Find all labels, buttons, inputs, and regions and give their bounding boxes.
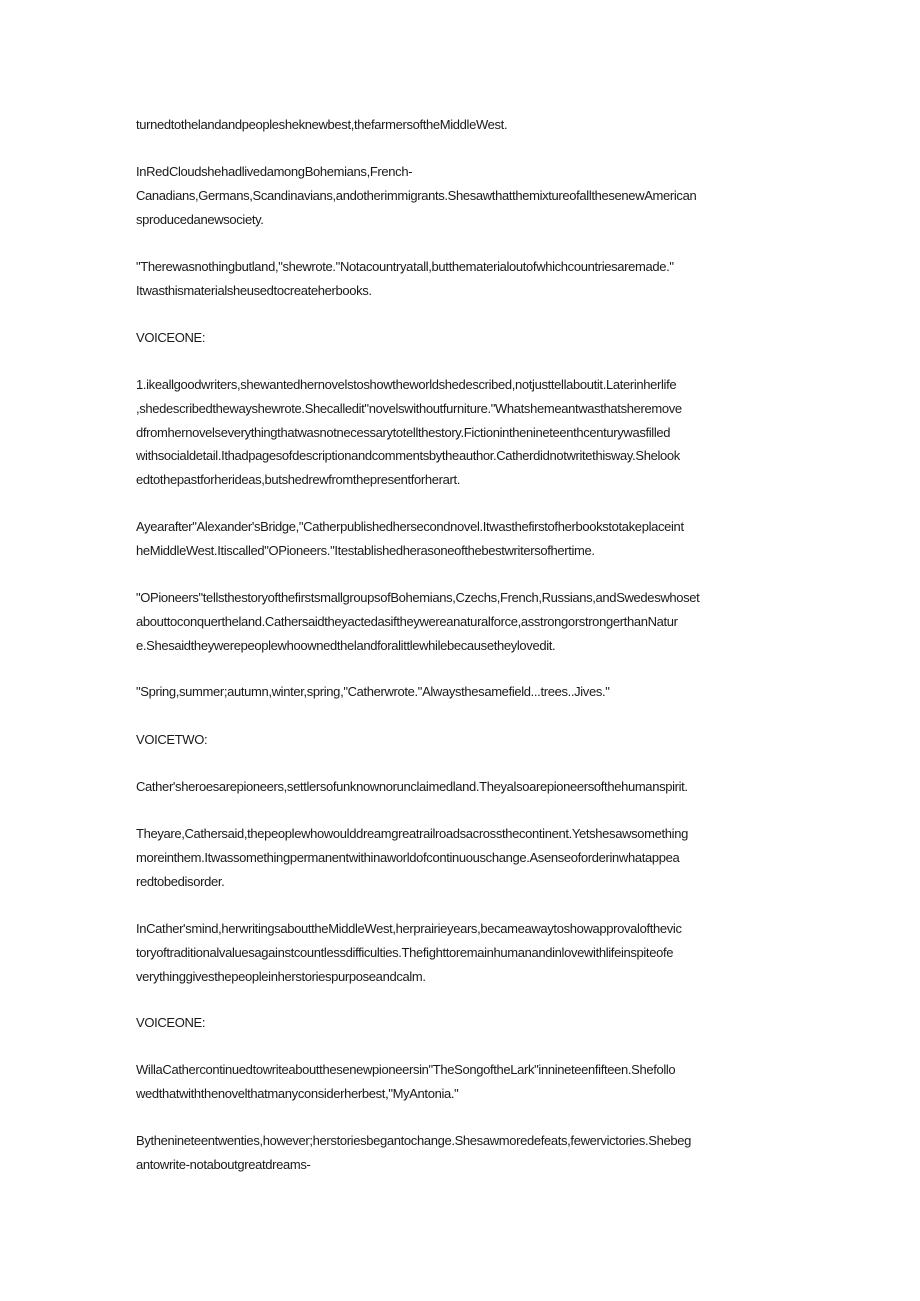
paragraph-6 bbox=[136, 586, 786, 657]
text-line: Cather'sheroesarepioneers,settlersofunknownorunclaimedland.Theyalsoarepioneersofthehumanspirit. bbox=[136, 779, 688, 794]
text-line: Ayearafter"Alexander'sBridge,"Catherpublishedhersecondnovel.Itwasthefirstofherbookstotakeplaceint bbox=[136, 519, 684, 534]
text-line: edtothepastforherideas,butshedrewfromthepresentforherart. bbox=[136, 472, 461, 488]
text-line: WillaCathercontinuedtowriteaboutthesenewpioneersin"TheSongoftheLark"innineteenfifteen.Shefollo bbox=[136, 1062, 676, 1077]
text-line: VOICEONE: bbox=[136, 1015, 206, 1030]
text-line: moreinthem.Itwassomethingpermanentwithinaworldofcontinuouschange.Asenseoforderinwhatappea bbox=[136, 849, 680, 865]
speaker-label-voice-two bbox=[136, 728, 786, 752]
paragraph-10 bbox=[136, 917, 786, 988]
speaker-label-voice-one bbox=[136, 326, 786, 350]
text-line: heMiddleWest.Itiscalled"OPioneers."Itestablishedherasoneofthebestwritersofhertime. bbox=[136, 542, 595, 558]
text-line: sproducedanewsociety. bbox=[136, 211, 264, 227]
text-line: "OPioneers"tellsthestoryofthefirstsmallgroupsofBohemians,Czechs,French,Russians,andSwedeswhoset bbox=[136, 590, 700, 605]
paragraph-2 bbox=[136, 160, 786, 231]
paragraph-5 bbox=[136, 515, 786, 563]
paragraph-4 bbox=[136, 373, 786, 492]
paragraph-1 bbox=[136, 113, 786, 137]
text-line: verythinggivesthepeopleinherstoriespurposeandcalm. bbox=[136, 968, 426, 984]
text-line: Itwasthismaterialsheusedtocreateherbooks. bbox=[136, 282, 372, 298]
text-line: ,shedescribedthewayshewrote.Shecalledit"novelswithoutfurniture."Whatshemeantwasthatsheremove bbox=[136, 400, 682, 416]
text-line: withsocialdetail.Ithadpagesofdescriptionandcommentsbytheauthor.Catherdidnotwritethisway.Shelook bbox=[136, 448, 680, 464]
paragraph-9 bbox=[136, 822, 786, 893]
text-line: InCather'smind,herwritingsabouttheMiddleWest,herprairieyears,becameawaytoshowapprovalofthevic bbox=[136, 921, 682, 936]
paragraph-8 bbox=[136, 775, 786, 799]
text-line: Canadians,Germans,Scandinavians,andotherimmigrants.ShesawthatthemixtureofallthesenewAmerican bbox=[136, 187, 697, 203]
paragraph-11 bbox=[136, 1058, 786, 1106]
text-line: "Therewasnothingbutland,"shewrote."Notacountryatall,butthematerialoutofwhichcountriesaremade." bbox=[136, 259, 674, 274]
text-line: InRedCloudshehadlivedamongBohemians,French- bbox=[136, 164, 413, 179]
text-line: 1.ikeallgoodwriters,shewantedhernovelstoshowtheworldshedescribed,notjusttellaboutit.Laterinherlife bbox=[136, 377, 677, 392]
text-line: wedthatwiththenovelthatmanyconsiderherbest,"MyAntonia." bbox=[136, 1085, 459, 1101]
text-line: VOICEONE: bbox=[136, 330, 206, 345]
text-line: Theyare,Cathersaid,thepeoplewhowoulddreamgreatrailroadsacrossthecontinent.Yetshesawsomething bbox=[136, 826, 688, 841]
paragraph-12 bbox=[136, 1129, 786, 1177]
text-line: dfromhernovelseverythingthatwasnotnecessarytotellthestory.Fictioninthenineteenthcenturywasfilled bbox=[136, 424, 671, 440]
text-line: VOICETWO: bbox=[136, 732, 208, 747]
text-line: antowrite-notaboutgreatdreams- bbox=[136, 1156, 311, 1172]
text-line: abouttoconquertheland.Cathersaidtheyactedasiftheywereanaturalforce,asstrongorstrongerthanNatur bbox=[136, 613, 678, 629]
text-line: turnedtothelandandpeoplesheknewbest,thefarmersoftheMiddleWest. bbox=[136, 117, 508, 132]
text-line: e.Shesaidtheywerepeoplewhoownedthelandforalittlewhilebecausetheylovedit. bbox=[136, 637, 556, 653]
text-line: Bythenineteentwenties,however;herstoriesbegantochange.Shesawmoredefeats,fewervictories.Shebeg bbox=[136, 1133, 691, 1148]
text-line: "Spring,summer;autumn,winter,spring,"Catherwrote."Alwaysthesamefield...trees..Jives." bbox=[136, 684, 610, 699]
text-line: toryoftraditionalvaluesagainstcountlessdifficulties.Thefighttoremainhumanandinlovewithlifeinspiteofe bbox=[136, 944, 674, 960]
text-line: redtobedisorder. bbox=[136, 873, 225, 889]
paragraph-3 bbox=[136, 255, 786, 303]
speaker-label-voice-one-2 bbox=[136, 1011, 786, 1035]
paragraph-7 bbox=[136, 680, 786, 704]
